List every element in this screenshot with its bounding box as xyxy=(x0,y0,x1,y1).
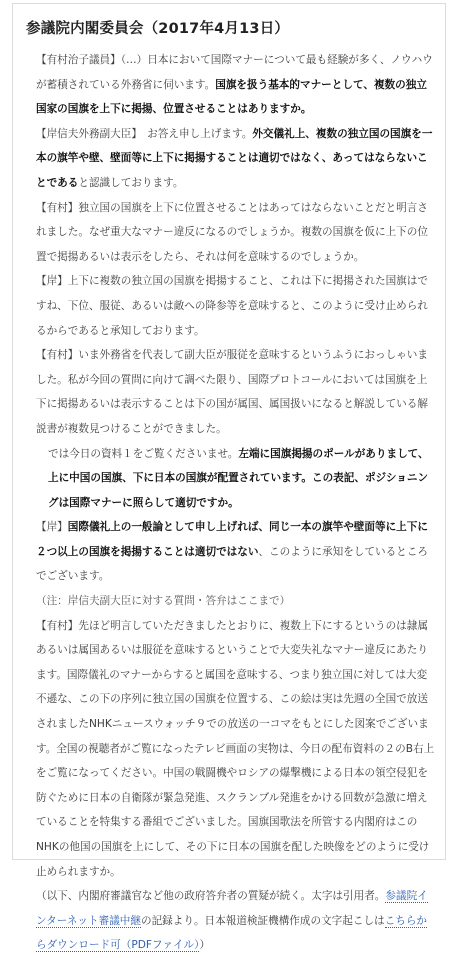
article-card xyxy=(12,3,446,952)
sangiin-stream-link[interactable]: 参議院インターネット審議中継 xyxy=(36,890,428,927)
paragraph-9: 【有村】先ほど明言していただきましたとおりに、複数上下にするというのは隷属あるいは属国あるいは服従を意味するということで大変失礼なマナー違反にあたります。国際儀礼のマナーからすると属国を意味する、つまり独立国に対しては大変不遜な、この下の序列に独立国の国旗を位置する、この絵は実は先週の全国で放送されましたNHKニュースウォッチ９での放送の一コマをもとにした図案でございます。全国の視聴者がご覧になったテレビ画面の実物は、今日の配布資料の２のB右上をご覧になってください。中国の戦闘機やロシアの爆撃機による日本の領空侵犯を防ぐために日本の自衛隊が緊急発進、スクランブル発進をかける回数が急激に増えていることを特集する番組でございました。国旗国歌法を所管する内閣府はこのNHKの他国の国旗を上にして、その下に日本の国旗を配した映像をどのように受け止められますか。 xyxy=(36,619,435,878)
speaker-tag: 【岸】 xyxy=(36,521,68,534)
source-note: （以下、内閣府審議官など他の政府答弁者の質疑が続く。太字は引用者。参議院インターネット審議中継の記録より。日本報道検証機構作成の文字起こしはこちらからダウンロード可（PDFファイル）） xyxy=(36,890,428,952)
bold-quote: 左端に国旗掲揚のポールがありまして、上に中国の国旗、下に日本の国旗が配置されています。この表記、ポジショニングは国際マナーに照らして適切ですか。 xyxy=(48,447,429,509)
paragraph-2 xyxy=(26,122,436,196)
paragraph-6 xyxy=(26,442,436,516)
arimura-question-text: 【有村治子議員】（…）日本において国際マナーについて最も経験が多く、ノウハウが蓄積されている外務省に伺います。 xyxy=(36,54,433,91)
bold-quote: 国旗を扱う基本的マナーとして、複数の独立国家の国旗を上下に掲揚、位置させることはありますか。 xyxy=(36,78,427,116)
bold-quote: 外交儀礼上、複数の独立国の国旗を一本の旗竿や壁、壁面等に上下に掲揚することは適切ではなく、あってはならないことである xyxy=(36,127,433,189)
paragraph-1 xyxy=(26,48,436,122)
material-intro: では今日の資料１をご覧くださいませ。 xyxy=(48,447,239,460)
paragraph-5: 【有村】いま外務省を代表して副大臣が服従を意味するというふうにおっしゃいました。私が今回の質問に向けて調べた限り、国際プロトコールにおいては国旗を上下に掲揚あるいは表示することは下の国が属国、属国扱いになると解説している解説書が複数見つけることができました。 xyxy=(36,349,428,435)
editor-note: （注：岸信夫副大臣に対する質問・答弁はここまで） xyxy=(36,595,291,608)
paragraph-7 xyxy=(26,515,436,589)
bold-quote: 国際儀礼上の一般論として申し上げれば、同じ一本の旗竿や壁面等に上下に２つ以上の国旗を掲揚することは適切ではない xyxy=(36,521,428,558)
page-title: 参議院内閣委員会（2017年4月13日） xyxy=(26,21,290,37)
paragraph-4: 【岸】上下に複数の独立国の国旗を掲揚すること、これは下に掲揚された国旗はですね、下位、服従、あるいは敵への降参等を意味すると、このように受け止められるからであると承知しております。 xyxy=(36,275,428,337)
pdf-download-link[interactable]: こちらからダウンロード可（PDFファイル） xyxy=(36,914,428,952)
kishi-answer-intro: 【岸信夫外務副大臣】 お答え申し上げます。 xyxy=(36,127,253,140)
kishi-answer-end: 、このように承知をしているところでございます。 xyxy=(36,545,428,583)
kishi-answer-end: と認識しております。 xyxy=(78,176,184,189)
transcript-body xyxy=(26,48,436,958)
paragraph-3: 【有村】独立国の国旗を上下に位置させることはあってはならないことだと明言されました。なぜ重大なマナー違反になるのでしょうか。複数の国旗を仮に上下の位置で掲揚あるいは表示をしたら、それは何を意味するのでしょうか。 xyxy=(36,201,428,263)
